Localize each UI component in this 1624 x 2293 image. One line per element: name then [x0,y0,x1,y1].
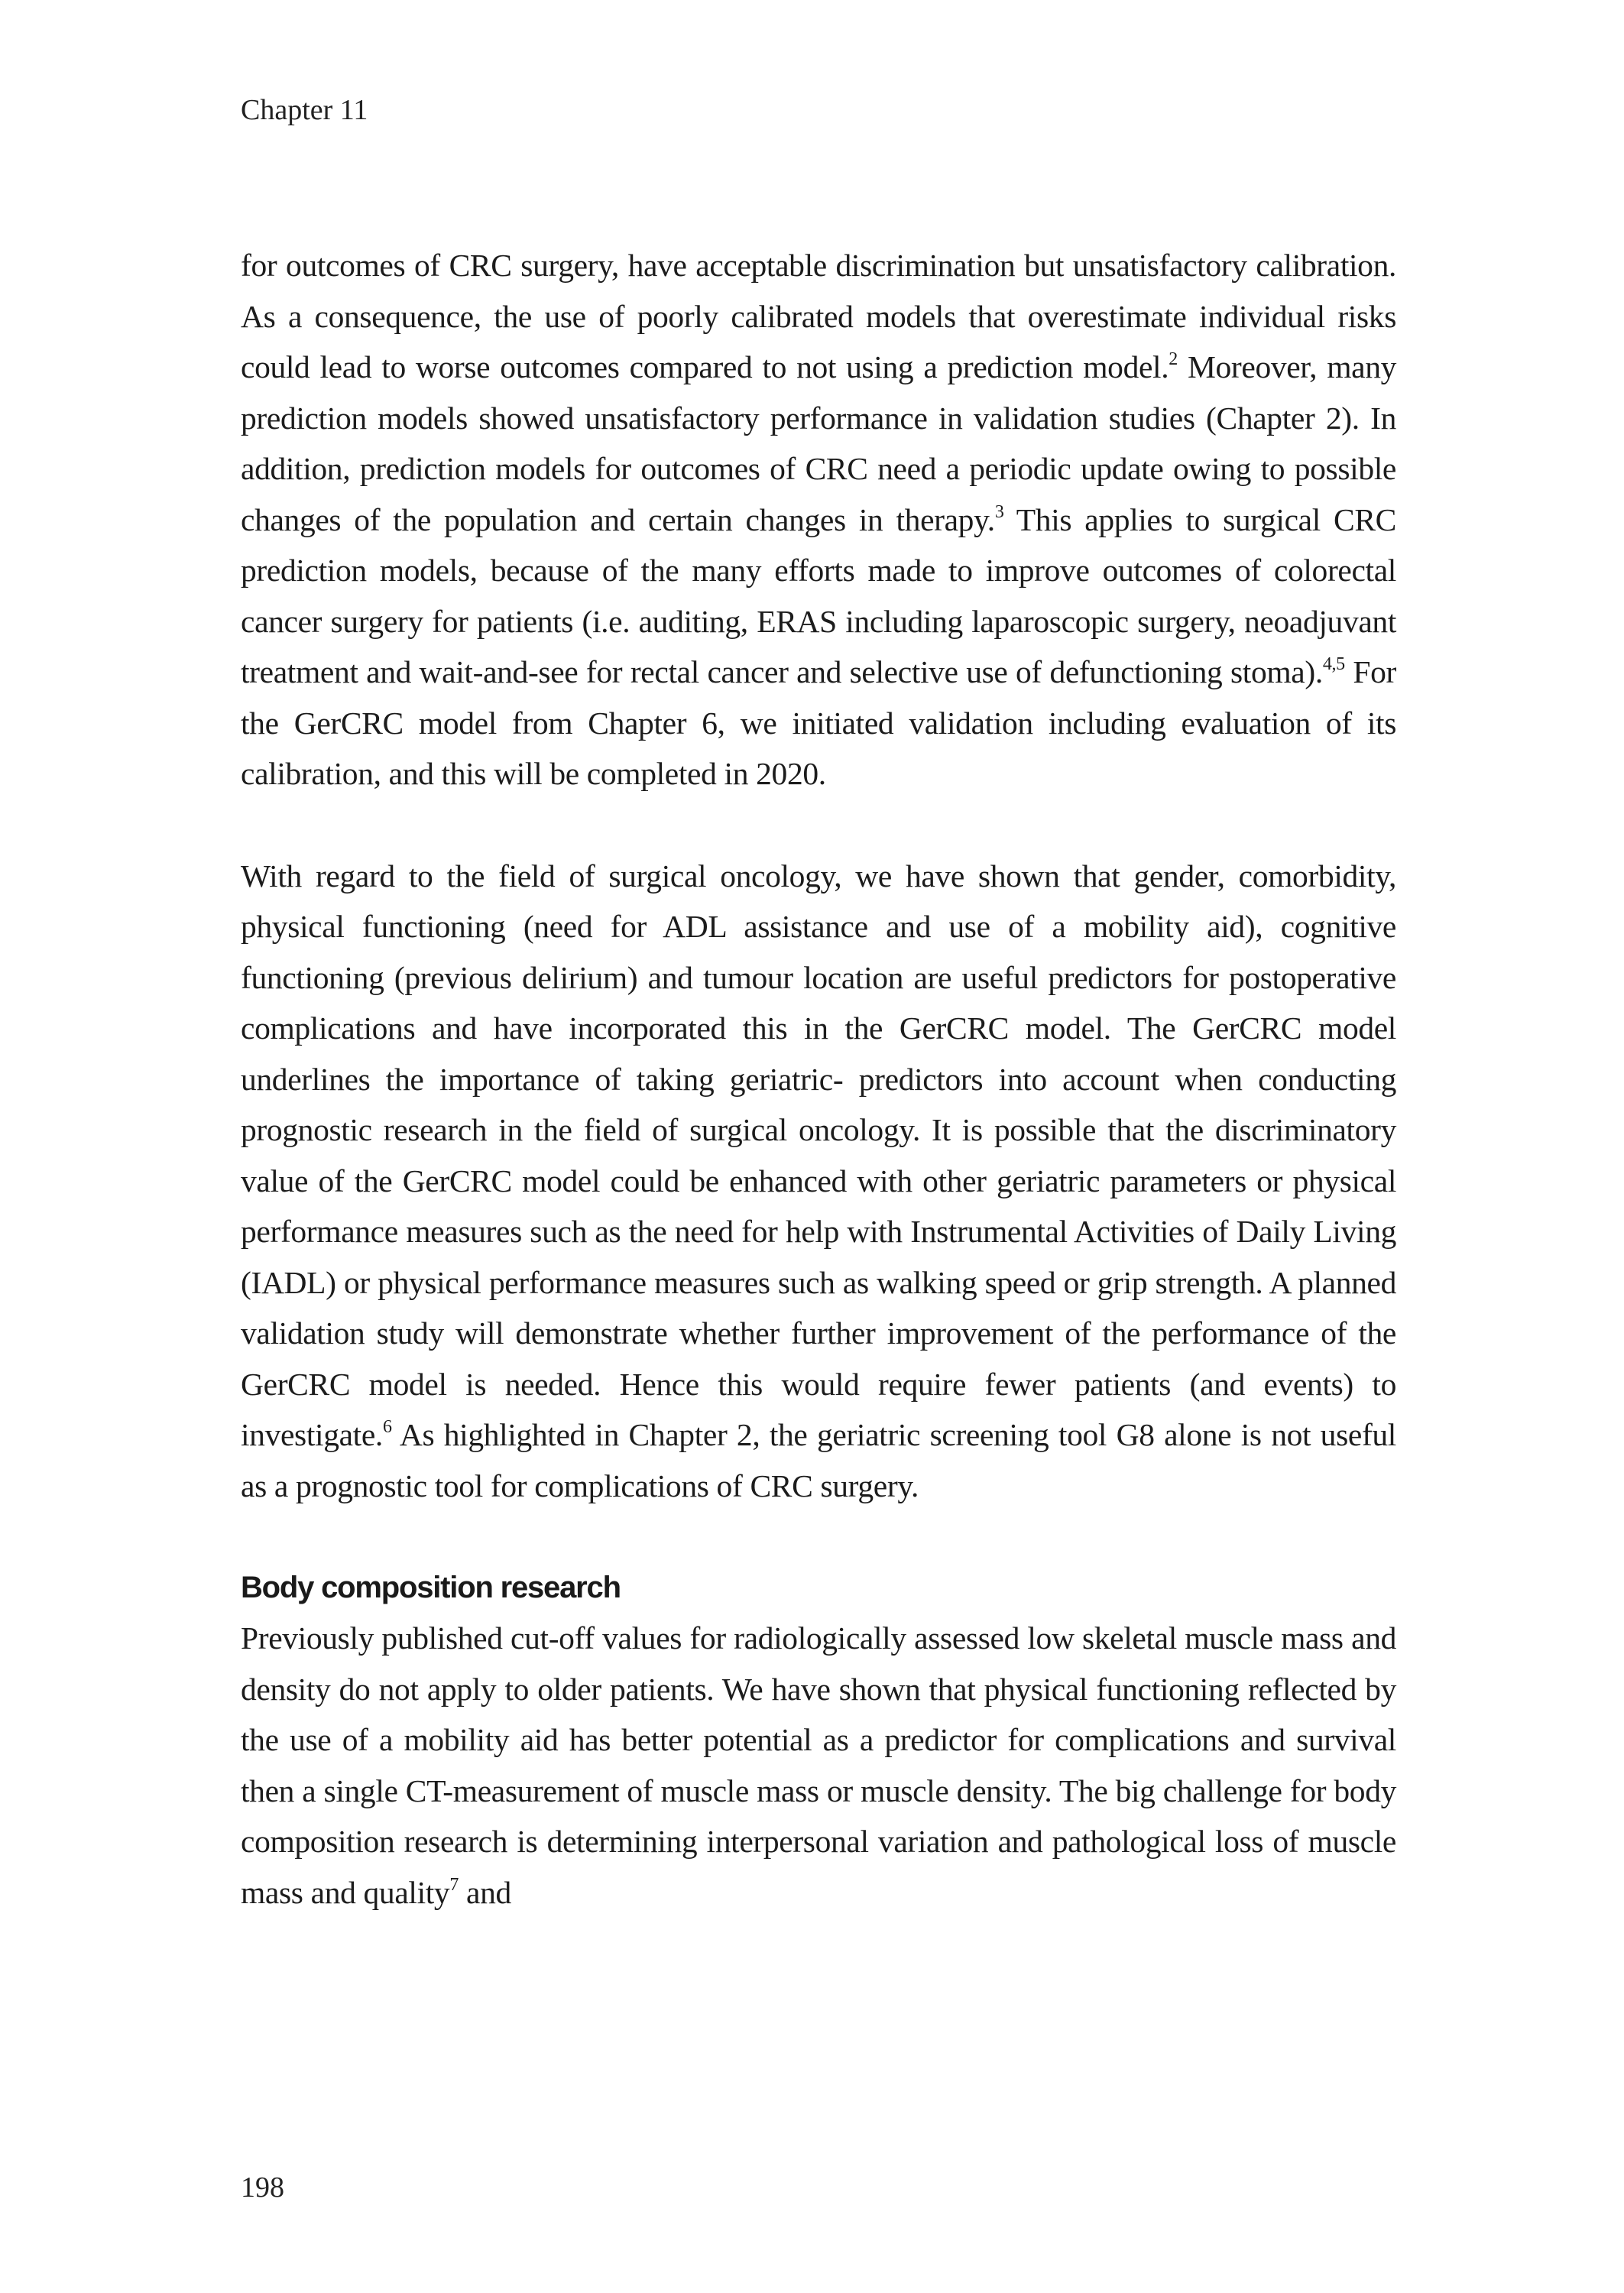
paragraph-spacer [241,799,1396,851]
reference-superscript: 7 [449,1874,459,1895]
paragraph-text: As highlighted in Chapter 2, the geriatric screening tool G8 alone is not useful as a prognostic tool for complications of CRC surgery. [241,1417,1396,1503]
reference-superscript: 2 [1169,349,1178,370]
paragraph-text: and [459,1874,511,1910]
reference-superscript: 4,5 [1322,654,1345,675]
page-number: 198 [241,2171,284,2204]
paragraph-surgical-oncology [241,851,1396,1512]
paragraph-text: This applies to surgical CRC prediction models, because of the many efforts made to improve outcomes of colorectal cancer surgery for patients (i.e. auditing, ERAS including laparoscopic surgery, neoadjuvant treatment and wait-and-see for rectal cancer and selective use of defunctioning stoma). [241,501,1396,689]
paragraph-text: For the GerCRC model from Chapter 6, we initiated validation including evaluation of its calibration, and this will be completed in 2020. [241,654,1396,791]
paragraph-text: for outcomes of CRC surgery, have acceptable discrimination but unsatisfactory calibration. As a consequence, the use of poorly calibrated models that overestimate individual risks could lead to worse outcomes compared to not using a prediction model. [241,248,1396,384]
running-header-chapter-title: Chapter 11 [241,94,368,126]
body-text-column [241,240,1396,1918]
paragraph-text: Moreover, many prediction models showed unsatisfactory performance in validation studies (Chapter 2). In addition, prediction models for outcomes of CRC need a periodic update owing to possible changes of the population and certain changes in therapy. [241,349,1396,537]
paragraph-body-composition [241,1613,1396,1918]
reference-superscript: 6 [382,1417,392,1438]
paragraph-text: With regard to the field of surgical oncology, we have shown that gender, comorbidity, physical functioning (need for ADL assistance and use of a mobility aid), cognitive functioning (previous delirium) and tumour location are useful predictors for postoperative complications and have incorporated this in the GerCRC model. The GerCRC model underlines the importance of taking geriatric- predictors into account when conducting prognostic research in the field of surgical oncology. It is possible that the discriminatory value of the GerCRC model could be enhanced with other geriatric parameters or physical performance measures such as the need for help with Instrumental Activities of Daily Living (IADL) or physical performance measures such as walking speed or grip strength. A planned validation study will demonstrate whether further improvement of the performance of the GerCRC model is needed. Hence this would require fewer patients (and events) to investigate. [241,858,1396,1452]
reference-superscript: 3 [994,501,1004,522]
section-heading-body-composition: Body composition research [241,1571,621,1604]
paragraph-text: Previously published cut-off values for radiologically assessed low skeletal muscle mass and density do not apply to older patients. We have shown that physical functioning reflected by the use of a mobility aid has better potential as a predictor for complications and survival then a single CT-measurement of muscle mass or muscle density. The big challenge for body composition research is determining interpersonal variation and pathological loss of muscle mass and quality [241,1620,1396,1910]
paragraph-prediction-model-calibration [241,240,1396,799]
paragraph-spacer [241,1511,1396,1562]
